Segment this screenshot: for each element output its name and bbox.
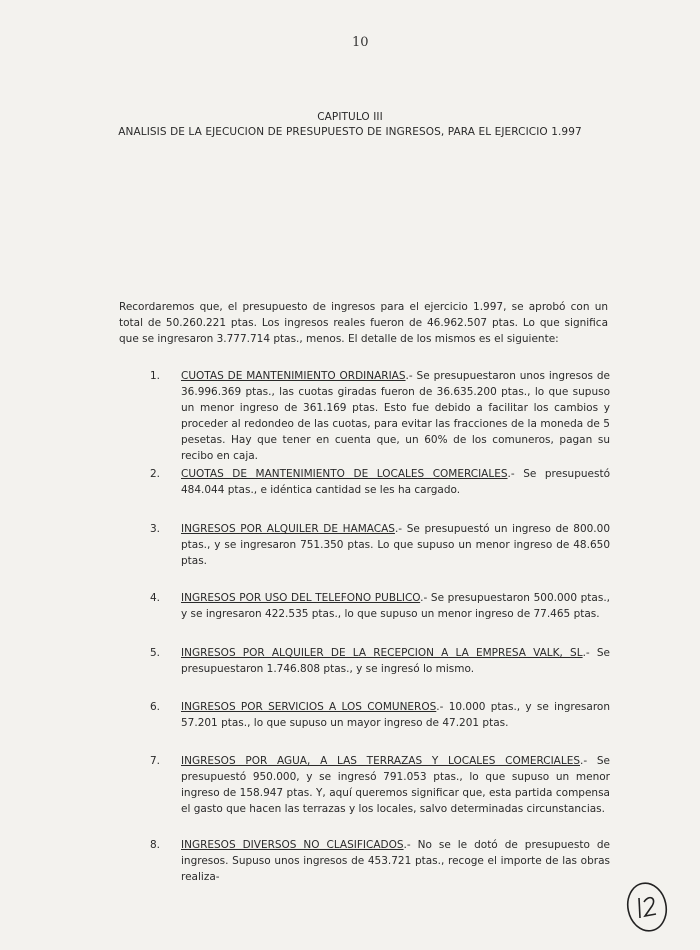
item-heading: INGRESOS POR SERVICIOS A LOS COMUNEROS xyxy=(181,701,437,713)
chapter-title: CAPITULO III xyxy=(317,111,383,123)
page-number: 10 xyxy=(352,35,369,50)
handwritten-page-mark xyxy=(625,880,669,934)
chapter-subtitle: ANALISIS DE LA EJECUCION DE PRESUPUESTO DE INGRESOS, PARA EL EJERCICIO 1.997 xyxy=(118,126,582,138)
chapter-heading xyxy=(0,110,700,140)
item-heading: CUOTAS DE MANTENIMIENTO ORDINARIAS xyxy=(181,370,406,382)
item-heading: INGRESOS POR USO DEL TELEFONO PUBLICO xyxy=(181,592,421,604)
item-text: .- Se presupuestaron 500.000 ptas., y se ingresaron 422.535 ptas., lo que supuso un menor ingreso de 77.465 ptas. xyxy=(181,592,611,620)
item-number: 4. xyxy=(150,592,161,604)
item-text: .- Se presupuestaron 1.746.808 ptas., y se ingresó lo mismo. xyxy=(181,647,610,675)
item-text: .- Se presupuestó 484.044 ptas., e idéntica cantidad se les ha cargado. xyxy=(181,468,610,496)
item-number: 2. xyxy=(150,468,161,480)
intro-paragraph: Recordaremos que, el presupuesto de ingresos para el ejercicio 1.997, se aprobó con un total de 50.260.221 ptas. Los ingresos reales fueron de 46.962.507 ptas. Lo que significa que se ingresaron 3.777.714 ptas., menos. El detalle de los mismos es el siguiente: xyxy=(119,301,608,345)
list-item xyxy=(150,753,610,817)
list-item xyxy=(150,699,610,731)
item-number: 7. xyxy=(150,755,161,767)
item-text: .- 10.000 ptas., y se ingresaron 57.201 ptas., lo que supuso un mayor ingreso de 47.201 ptas. xyxy=(181,701,610,729)
list-item xyxy=(150,645,610,677)
list-item xyxy=(150,837,610,885)
item-text: .- No se le dotó de presupuesto de ingresos. Supuso unos ingresos de 453.721 ptas., recoge el importe de las obras realiza- xyxy=(181,839,610,883)
list-item xyxy=(150,368,610,464)
item-number: 5. xyxy=(150,647,161,659)
item-number: 8. xyxy=(150,839,161,851)
item-text: .- Se presupuestaron unos ingresos de 36.996.369 ptas., las cuotas giradas fueron de 36.635.200 ptas., lo que supuso un menor ingreso de 361.169 ptas. Esto fue debido a facilitar los cambios y proceder al redondeo de las cuotas, para evitar las fracciones de la moneda de 5 pesetas. Hay que tener en cuenta que, un 60% de los comuneros, pagan su recibo en caja. xyxy=(181,370,610,462)
item-heading: CUOTAS DE MANTENIMIENTO DE LOCALES COMERCIALES xyxy=(181,468,508,480)
item-number: 3. xyxy=(150,523,161,535)
list-item xyxy=(150,590,610,622)
item-heading: INGRESOS POR ALQUILER DE LA RECEPCION A LA EMPRESA VALK, SL xyxy=(181,647,583,659)
list-item xyxy=(150,466,610,498)
item-text: .- Se presupuestó 950.000, y se ingresó 791.053 ptas., lo que supuso un menor ingreso de 158.947 ptas. Y, aquí queremos significar que, esta partida compensa el gasto que hacen las terrazas y los locales, salvo determinadas circunstancias. xyxy=(181,755,610,815)
item-heading: INGRESOS DIVERSOS NO CLASIFICADOS xyxy=(181,839,404,851)
item-number: 6. xyxy=(150,701,161,713)
item-heading: INGRESOS POR AGUA, A LAS TERRAZAS Y LOCALES COMERCIALES xyxy=(181,755,580,767)
item-heading: INGRESOS POR ALQUILER DE HAMACAS xyxy=(181,523,395,535)
item-text: .- Se presupuestó un ingreso de 800.00 ptas., y se ingresaron 751.350 ptas. Lo que supuso un menor ingreso de 48.650 ptas. xyxy=(181,523,611,567)
item-number: 1. xyxy=(150,370,161,382)
list-item xyxy=(150,521,610,569)
